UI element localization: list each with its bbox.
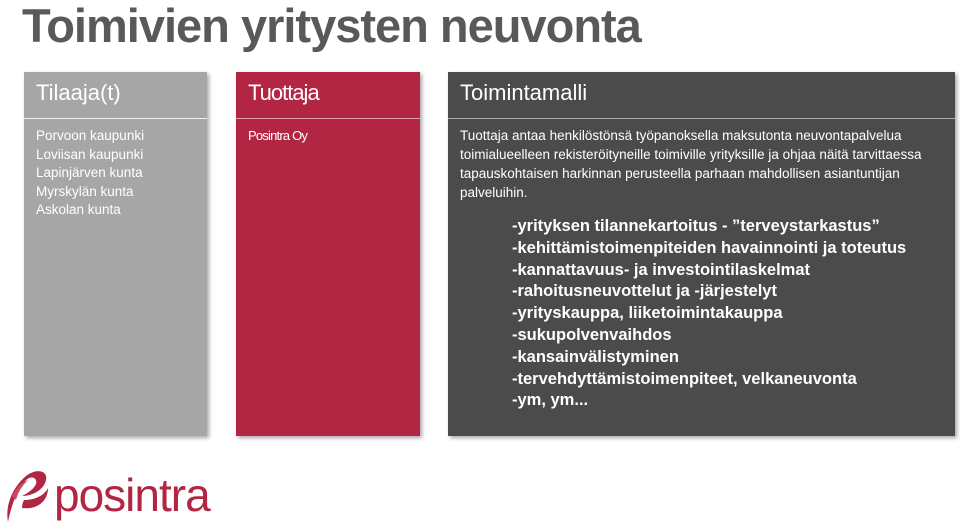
page-title: Toimivien yritysten neuvonta [22, 0, 641, 52]
model-description: Tuottaja antaa henkilöstönsä työpanoksella maksutonta neuvontapalvelua toimialueelleen rekisteröityneille toimiville yrityksille ja ohjaa näitä tarvittaessa tapauskohtaisen harkinnan perusteella parhaan mahdollisen asiantuntijan palveluihin. [460, 128, 922, 200]
provider-list [248, 127, 307, 146]
list-item: -kannattavuus- ja investointilaskelmat [512, 260, 811, 279]
list-item: Loviisan kaupunki [36, 146, 144, 162]
posintra-swirl-icon [2, 466, 52, 524]
list-item: -yrityksen tilannekartoitus - ”terveystarkastus” [512, 217, 880, 235]
list-item: -rahoitusneuvottelut ja -järjestelyt [512, 282, 777, 301]
client-list [36, 127, 144, 220]
logo-wordmark: posintra [54, 469, 210, 521]
model-panel [448, 72, 955, 436]
service-list [512, 216, 906, 412]
list-item: -kehittämistoimenpiteiden havainnointi ja toteutus [512, 238, 907, 257]
posintra-logo [2, 466, 210, 524]
list-item: -tervehdyttämistoimenpiteet, velkaneuvonta [512, 369, 857, 388]
client-panel-title: Tilaaja(t) [36, 80, 121, 105]
list-item: -sukupolvenvaihdos [512, 325, 672, 344]
model-panel-divider [448, 118, 955, 119]
list-item: Lapinjärven kunta [36, 165, 143, 180]
provider-panel-divider [236, 118, 420, 119]
list-item: -kansainvälistyminen [512, 347, 679, 366]
provider-panel-title: Tuottaja [248, 80, 319, 105]
list-item: Porvoon kaupunki [36, 128, 145, 143]
list-item: Myrskylän kunta [36, 183, 134, 199]
list-item: Posintra Oy [248, 128, 308, 143]
client-panel [24, 72, 207, 436]
provider-panel [236, 72, 420, 436]
list-item: Askolan kunta [36, 202, 121, 217]
list-item: -ym, ym... [512, 391, 589, 410]
list-item: -yrityskauppa, liiketoimintakauppa [512, 304, 783, 323]
model-panel-title: Toimintamalli [460, 80, 588, 105]
client-panel-divider [24, 118, 207, 119]
